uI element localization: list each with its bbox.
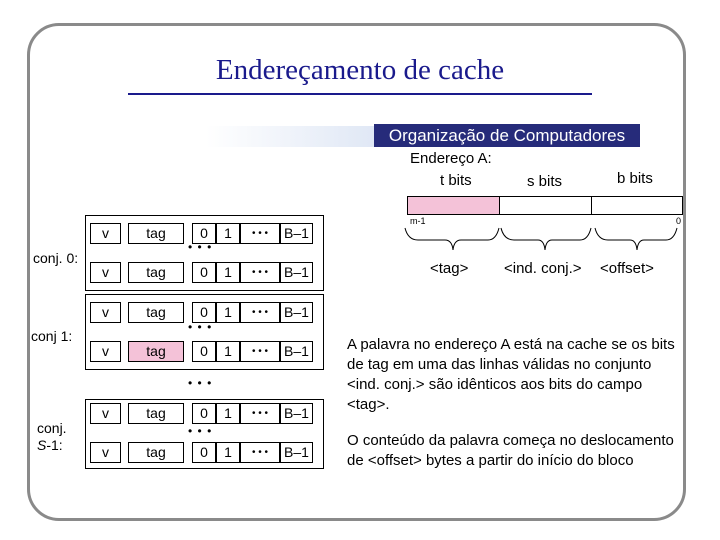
msb-index: m-1 bbox=[410, 216, 426, 226]
set-1-label: conj 1: bbox=[31, 328, 73, 344]
bytes-ellipsis-cell: • • • bbox=[240, 302, 280, 323]
set-ellipsis: • • • bbox=[188, 376, 213, 390]
offset-brace bbox=[595, 228, 677, 250]
tag-cell: tag bbox=[128, 403, 184, 424]
tag-brace bbox=[405, 228, 499, 250]
valid-bit-cell: v bbox=[90, 223, 121, 244]
bytes-ellipsis-cell: • • • bbox=[240, 442, 280, 463]
valid-bit-cell: v bbox=[90, 341, 121, 362]
byte-0-cell: 0 bbox=[192, 262, 216, 283]
hit-rule-text: A palavra no endereço A está na cache se os bits de tag em uma das linhas válidas no conjunto <ind. conj.> são idênticos aos bits do campo <tag>. bbox=[347, 336, 675, 413]
bytes-ellipsis-cell: • • • bbox=[240, 223, 280, 244]
byte-0-cell: 0 bbox=[192, 403, 216, 424]
address-label: Endereço A: bbox=[410, 150, 492, 167]
byte-0-cell: 0 bbox=[192, 442, 216, 463]
valid-bit-cell: v bbox=[90, 403, 121, 424]
set-last-label: conj. S-1: bbox=[37, 420, 67, 453]
line-ellipsis: • • • bbox=[188, 424, 213, 438]
tag-cell: tag bbox=[128, 223, 184, 244]
byte-0-cell: 0 bbox=[192, 223, 216, 244]
byte-1-cell: 1 bbox=[216, 403, 240, 424]
line-ellipsis: • • • bbox=[188, 240, 213, 254]
t-bits-label: t bits bbox=[440, 172, 472, 189]
index-brace bbox=[501, 228, 591, 250]
slide-title: Endereçamento de cache bbox=[215, 54, 505, 86]
byte-0-cell: 0 bbox=[192, 341, 216, 362]
byte-last-cell: B–1 bbox=[280, 442, 313, 463]
valid-bit-cell: v bbox=[90, 262, 121, 283]
b-bits-label: b bits bbox=[617, 170, 653, 187]
byte-1-cell: 1 bbox=[216, 262, 240, 283]
valid-bit-cell: v bbox=[90, 442, 121, 463]
byte-last-cell: B–1 bbox=[280, 302, 313, 323]
byte-last-cell: B–1 bbox=[280, 341, 313, 362]
tag-cell: tag bbox=[128, 302, 184, 323]
bytes-ellipsis-cell: • • • bbox=[240, 341, 280, 362]
valid-bit-cell: v bbox=[90, 302, 121, 323]
offset-field-label: <offset> bbox=[600, 260, 654, 277]
byte-last-cell: B–1 bbox=[280, 403, 313, 424]
brand-label: Organização de Computadores bbox=[374, 124, 640, 147]
offset-rule-text: O conteúdo da palavra começa no deslocamento de <offset> bytes a partir do início do bloco bbox=[347, 432, 674, 469]
bytes-ellipsis-cell: • • • bbox=[240, 262, 280, 283]
byte-1-cell: 1 bbox=[216, 442, 240, 463]
byte-last-cell: B–1 bbox=[280, 262, 313, 283]
byte-1-cell: 1 bbox=[216, 223, 240, 244]
byte-1-cell: 1 bbox=[216, 341, 240, 362]
lsb-index: 0 bbox=[676, 216, 682, 226]
tag-cell: tag bbox=[128, 262, 184, 283]
tag-cell: tag bbox=[128, 442, 184, 463]
byte-0-cell: 0 bbox=[192, 302, 216, 323]
byte-1-cell: 1 bbox=[216, 302, 240, 323]
index-field-label: <ind. conj.> bbox=[504, 260, 582, 277]
tag-field-label: <tag> bbox=[430, 260, 469, 277]
bytes-ellipsis-cell: • • • bbox=[240, 403, 280, 424]
set-0-label: conj. 0: bbox=[33, 250, 79, 266]
s-bits-label: s bits bbox=[527, 173, 563, 190]
byte-last-cell: B–1 bbox=[280, 223, 313, 244]
tag-cell: tag bbox=[128, 341, 184, 362]
line-ellipsis: • • • bbox=[188, 320, 213, 334]
